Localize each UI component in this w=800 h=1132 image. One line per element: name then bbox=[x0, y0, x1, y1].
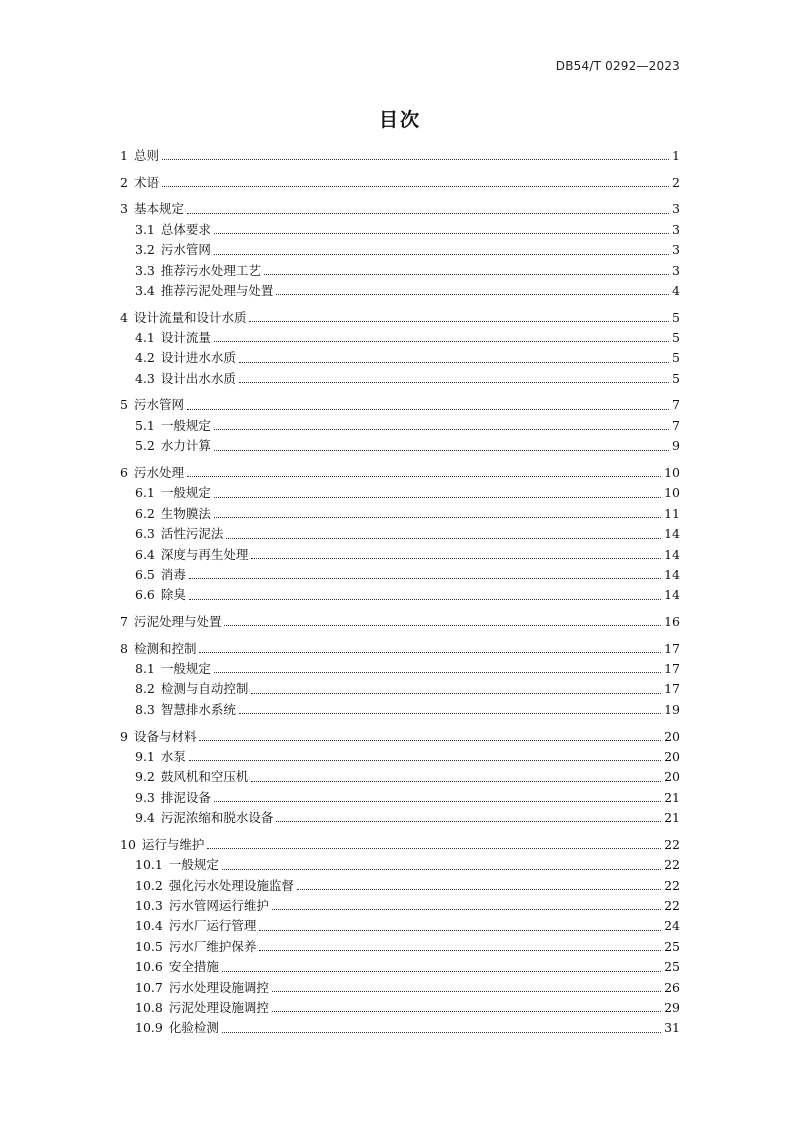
toc-chapter-entry[interactable] bbox=[120, 199, 680, 219]
toc-section-entry[interactable] bbox=[120, 767, 680, 787]
toc-entry-label: 消毒 bbox=[160, 566, 186, 582]
toc-entry-number: 9.3 bbox=[135, 789, 155, 805]
toc-page-number: 22 bbox=[664, 836, 680, 852]
toc-section-entry[interactable] bbox=[120, 504, 680, 524]
toc-entry-number: 3.2 bbox=[135, 242, 155, 258]
toc-entry-label: 污泥处理与处置 bbox=[133, 613, 222, 629]
toc-page-number: 26 bbox=[664, 979, 680, 995]
toc-dot-leader bbox=[214, 341, 669, 342]
toc-dot-leader bbox=[214, 254, 669, 255]
toc-section-entry[interactable] bbox=[120, 788, 680, 808]
toc-page-number: 14 bbox=[664, 526, 680, 542]
toc-entry-label: 排泥设备 bbox=[160, 789, 211, 805]
toc-entry-label: 推荐污水处理工艺 bbox=[160, 262, 261, 278]
toc-entry-label: 污水管网 bbox=[133, 397, 184, 413]
toc-page-number: 5 bbox=[672, 370, 680, 386]
toc-dot-leader bbox=[251, 781, 661, 782]
page-title: 目次 bbox=[378, 109, 421, 131]
toc-entry-label: 鼓风机和空压机 bbox=[160, 769, 249, 785]
toc-page-number: 29 bbox=[664, 999, 680, 1015]
toc-dot-leader bbox=[276, 821, 661, 822]
toc-entry-label: 总体要求 bbox=[160, 221, 211, 237]
toc-entry-number: 9.4 bbox=[135, 810, 155, 826]
toc-dot-leader bbox=[224, 625, 661, 626]
toc-section-entry[interactable] bbox=[120, 855, 680, 875]
toc-page-number: 5 bbox=[672, 350, 680, 366]
toc-chapter-entry[interactable] bbox=[120, 639, 680, 659]
toc-entry-number: 8 bbox=[120, 640, 128, 656]
toc-entry-label: 设备与材料 bbox=[133, 728, 197, 744]
toc-entry-label: 设计进水水质 bbox=[160, 350, 236, 366]
toc-page-number: 3 bbox=[672, 221, 680, 237]
toc-section-entry[interactable] bbox=[120, 436, 680, 456]
toc-entry-number: 3.3 bbox=[135, 262, 155, 278]
toc-page-number: 22 bbox=[664, 897, 680, 913]
toc-chapter-entry[interactable] bbox=[120, 146, 680, 166]
toc-dot-leader bbox=[162, 186, 669, 187]
toc-dot-leader bbox=[187, 213, 669, 214]
toc-section-entry[interactable] bbox=[120, 808, 680, 828]
toc-section-entry[interactable] bbox=[120, 659, 680, 679]
toc-entry-label: 一般规定 bbox=[160, 417, 211, 433]
toc-page-number: 7 bbox=[672, 397, 680, 413]
toc-dot-leader bbox=[189, 599, 661, 600]
toc-page-number: 17 bbox=[664, 681, 680, 697]
toc-dot-leader bbox=[259, 950, 661, 951]
toc-entry-number: 6.1 bbox=[135, 485, 155, 501]
toc-section-entry[interactable] bbox=[120, 1018, 680, 1038]
toc-page-number: 3 bbox=[672, 262, 680, 278]
toc-entry-number: 5.1 bbox=[135, 417, 155, 433]
toc-dot-leader bbox=[187, 409, 669, 410]
toc-dot-leader bbox=[249, 321, 669, 322]
toc-dot-leader bbox=[214, 450, 669, 451]
toc-entry-number: 6.3 bbox=[135, 526, 155, 542]
toc-dot-leader bbox=[239, 382, 669, 383]
toc-page-number: 19 bbox=[664, 701, 680, 717]
toc-entry-number: 10.8 bbox=[135, 999, 163, 1015]
toc-section-entry[interactable] bbox=[120, 545, 680, 565]
toc-dot-leader bbox=[259, 930, 661, 931]
toc-dot-leader bbox=[214, 497, 661, 498]
toc-page-number: 22 bbox=[664, 877, 680, 893]
toc-chapter-entry[interactable] bbox=[120, 308, 680, 328]
toc-page-number: 14 bbox=[664, 566, 680, 582]
toc-entry-label: 推荐污泥处理与处置 bbox=[160, 282, 274, 298]
toc-section-entry[interactable] bbox=[120, 369, 680, 389]
toc-entry-label: 污泥处理设施调控 bbox=[168, 999, 269, 1015]
toc-dot-leader bbox=[264, 274, 669, 275]
toc-page-number: 14 bbox=[664, 546, 680, 562]
toc-entry-label: 术语 bbox=[133, 174, 159, 190]
toc-entry-number: 10.6 bbox=[135, 959, 163, 975]
toc-entry-label: 化验检测 bbox=[168, 1020, 219, 1036]
toc-section-entry[interactable] bbox=[120, 896, 680, 916]
toc-section-entry[interactable] bbox=[120, 679, 680, 699]
toc-dot-leader bbox=[251, 693, 661, 694]
toc-dot-leader bbox=[272, 909, 661, 910]
toc-entry-label: 总则 bbox=[133, 147, 159, 163]
toc-page-number: 5 bbox=[672, 330, 680, 345]
toc-entry-number: 10.7 bbox=[135, 979, 163, 995]
toc-entry-number: 10.9 bbox=[135, 1020, 163, 1036]
toc-entry-label: 活性污泥法 bbox=[160, 526, 224, 542]
toc-page-number: 10 bbox=[664, 464, 680, 480]
toc-page-number: 10 bbox=[664, 485, 680, 501]
toc-page-number: 20 bbox=[664, 728, 680, 744]
toc-section-entry[interactable] bbox=[120, 747, 680, 767]
toc-page-number: 4 bbox=[672, 282, 680, 298]
toc-section-entry[interactable] bbox=[120, 220, 680, 240]
toc-entry-number: 3.1 bbox=[135, 221, 155, 237]
toc-section-entry[interactable] bbox=[120, 978, 680, 998]
toc-entry-label: 水泵 bbox=[160, 748, 186, 764]
toc-dot-leader bbox=[214, 233, 669, 234]
toc-page-number: 25 bbox=[664, 959, 680, 975]
toc-page-number: 7 bbox=[672, 417, 680, 433]
toc-page-number: 16 bbox=[664, 613, 680, 629]
toc-section-entry[interactable] bbox=[120, 957, 680, 977]
toc-entry-number: 10.2 bbox=[135, 877, 163, 893]
toc-dot-leader bbox=[189, 578, 661, 579]
toc-entry-label: 生物膜法 bbox=[160, 505, 211, 521]
toc-entry-label: 设计出水水质 bbox=[160, 370, 236, 386]
toc-page-number: 22 bbox=[664, 857, 680, 873]
toc-page-number: 17 bbox=[664, 640, 680, 656]
toc-dot-leader bbox=[226, 538, 661, 539]
toc-chapter-entry[interactable] bbox=[120, 395, 680, 415]
toc-entry-number: 8.1 bbox=[135, 661, 155, 677]
toc-page-number: 1 bbox=[672, 147, 680, 163]
toc-entry-number: 4 bbox=[120, 309, 128, 325]
toc-chapter-entry[interactable] bbox=[120, 835, 680, 855]
toc-dot-leader bbox=[162, 159, 669, 160]
toc-dot-leader bbox=[272, 1011, 661, 1012]
toc-page-number: 3 bbox=[672, 201, 680, 217]
toc-entry-label: 智慧排水系统 bbox=[160, 701, 236, 717]
toc-entry-number: 7 bbox=[120, 613, 128, 629]
toc-page-number: 20 bbox=[664, 769, 680, 785]
toc-dot-leader bbox=[239, 713, 661, 714]
toc-entry-number: 5 bbox=[120, 397, 128, 413]
toc-entry-label: 检测和控制 bbox=[133, 640, 197, 656]
toc-dot-leader bbox=[276, 294, 669, 295]
toc-page-number: 21 bbox=[664, 789, 680, 805]
toc-section-entry[interactable] bbox=[120, 937, 680, 957]
toc-section-entry[interactable] bbox=[120, 585, 680, 605]
toc-dot-leader bbox=[239, 362, 669, 363]
toc-dot-leader bbox=[189, 760, 661, 761]
toc-page-number: 20 bbox=[664, 748, 680, 764]
toc-section-entry[interactable] bbox=[120, 876, 680, 896]
toc-entry-label: 一般规定 bbox=[168, 857, 219, 873]
toc-entry-number: 9.1 bbox=[135, 748, 155, 764]
toc-chapter-entry[interactable] bbox=[120, 612, 680, 632]
toc-dot-leader bbox=[272, 991, 661, 992]
toc-section-entry[interactable] bbox=[120, 700, 680, 720]
toc-entry-label: 污水厂运行管理 bbox=[168, 918, 257, 934]
toc-entry-label: 运行与维护 bbox=[141, 836, 205, 852]
toc-entry-label: 一般规定 bbox=[160, 661, 211, 677]
toc-entry-label: 除臭 bbox=[160, 587, 186, 603]
toc-entry-number: 8.3 bbox=[135, 701, 155, 717]
table-of-contents bbox=[120, 146, 680, 1039]
toc-entry-number: 3.4 bbox=[135, 282, 155, 298]
toc-entry-number: 4.1 bbox=[135, 330, 155, 345]
toc-page-number: 14 bbox=[664, 587, 680, 603]
toc-entry-number: 3 bbox=[120, 201, 128, 217]
toc-entry-number: 4.3 bbox=[135, 370, 155, 386]
toc-section-entry[interactable] bbox=[120, 483, 680, 503]
toc-page-number: 31 bbox=[664, 1020, 680, 1036]
toc-section-entry[interactable] bbox=[120, 328, 680, 348]
toc-page-number: 5 bbox=[672, 309, 680, 325]
toc-entry-number: 8.2 bbox=[135, 681, 155, 697]
toc-entry-label: 深度与再生处理 bbox=[160, 546, 249, 562]
toc-section-entry[interactable] bbox=[120, 261, 680, 281]
toc-entry-label: 污泥浓缩和脱水设备 bbox=[160, 810, 274, 826]
toc-entry-label: 安全措施 bbox=[168, 959, 219, 975]
toc-entry-number: 6 bbox=[120, 464, 128, 480]
toc-entry-number: 6.2 bbox=[135, 505, 155, 521]
toc-page-number: 2 bbox=[672, 174, 680, 190]
toc-entry-number: 6.4 bbox=[135, 546, 155, 562]
toc-page-number: 25 bbox=[664, 938, 680, 954]
toc-section-entry[interactable] bbox=[120, 998, 680, 1018]
toc-entry-number: 4.2 bbox=[135, 350, 155, 366]
toc-dot-leader bbox=[199, 740, 661, 741]
toc-dot-leader bbox=[222, 1032, 661, 1033]
toc-dot-leader bbox=[187, 476, 661, 477]
toc-entry-number: 10.5 bbox=[135, 938, 163, 954]
toc-page-number: 21 bbox=[664, 810, 680, 826]
toc-entry-label: 污水管网运行维护 bbox=[168, 897, 269, 913]
toc-page-number: 17 bbox=[664, 661, 680, 677]
toc-page-number: 11 bbox=[664, 505, 680, 521]
toc-section-entry[interactable] bbox=[120, 916, 680, 936]
toc-page-number: 24 bbox=[664, 918, 680, 934]
toc-section-entry[interactable] bbox=[120, 348, 680, 368]
toc-dot-leader bbox=[214, 429, 669, 430]
toc-chapter-entry[interactable] bbox=[120, 173, 680, 193]
toc-entry-number: 9 bbox=[120, 728, 128, 744]
toc-chapter-entry[interactable] bbox=[120, 463, 680, 483]
toc-entry-label: 污水厂维护保养 bbox=[168, 938, 257, 954]
toc-entry-number: 6.5 bbox=[135, 566, 155, 582]
toc-dot-leader bbox=[214, 801, 661, 802]
toc-dot-leader bbox=[207, 848, 661, 849]
toc-entry-number: 10 bbox=[120, 836, 136, 852]
toc-dot-leader bbox=[222, 869, 661, 870]
toc-entry-number: 5.2 bbox=[135, 438, 155, 454]
toc-entry-number: 9.2 bbox=[135, 769, 155, 785]
toc-entry-number: 1 bbox=[120, 147, 128, 163]
toc-entry-number: 2 bbox=[120, 174, 128, 190]
toc-entry-label: 设计流量 bbox=[160, 330, 211, 345]
toc-entry-label: 基本规定 bbox=[133, 201, 184, 217]
toc-dot-leader bbox=[199, 652, 661, 653]
toc-dot-leader bbox=[214, 672, 661, 673]
toc-entry-label: 污水管网 bbox=[160, 242, 211, 258]
toc-section-entry[interactable] bbox=[120, 416, 680, 436]
toc-entry-label: 检测与自动控制 bbox=[160, 681, 249, 697]
toc-entry-number: 10.4 bbox=[135, 918, 163, 934]
toc-page-number: 3 bbox=[672, 242, 680, 258]
toc-entry-label: 设计流量和设计水质 bbox=[133, 309, 247, 325]
toc-dot-leader bbox=[297, 889, 661, 890]
toc-dot-leader bbox=[251, 558, 661, 559]
toc-section-entry[interactable] bbox=[120, 524, 680, 544]
toc-entry-number: 6.6 bbox=[135, 587, 155, 603]
toc-dot-leader bbox=[222, 971, 661, 972]
toc-section-entry[interactable] bbox=[120, 281, 680, 301]
toc-entry-label: 一般规定 bbox=[160, 485, 211, 501]
toc-entry-label: 强化污水处理设施监督 bbox=[168, 877, 294, 893]
document-code: DB54/T 0292—2023 bbox=[555, 59, 680, 73]
toc-chapter-entry[interactable] bbox=[120, 727, 680, 747]
toc-entry-number: 10.3 bbox=[135, 897, 163, 913]
toc-page-number: 9 bbox=[672, 438, 680, 454]
toc-entry-label: 污水处理 bbox=[133, 464, 184, 480]
toc-section-entry[interactable] bbox=[120, 565, 680, 585]
toc-dot-leader bbox=[214, 517, 661, 518]
toc-section-entry[interactable] bbox=[120, 240, 680, 260]
toc-entry-label: 水力计算 bbox=[160, 438, 211, 454]
toc-entry-label: 污水处理设施调控 bbox=[168, 979, 269, 995]
toc-entry-number: 10.1 bbox=[135, 857, 163, 873]
